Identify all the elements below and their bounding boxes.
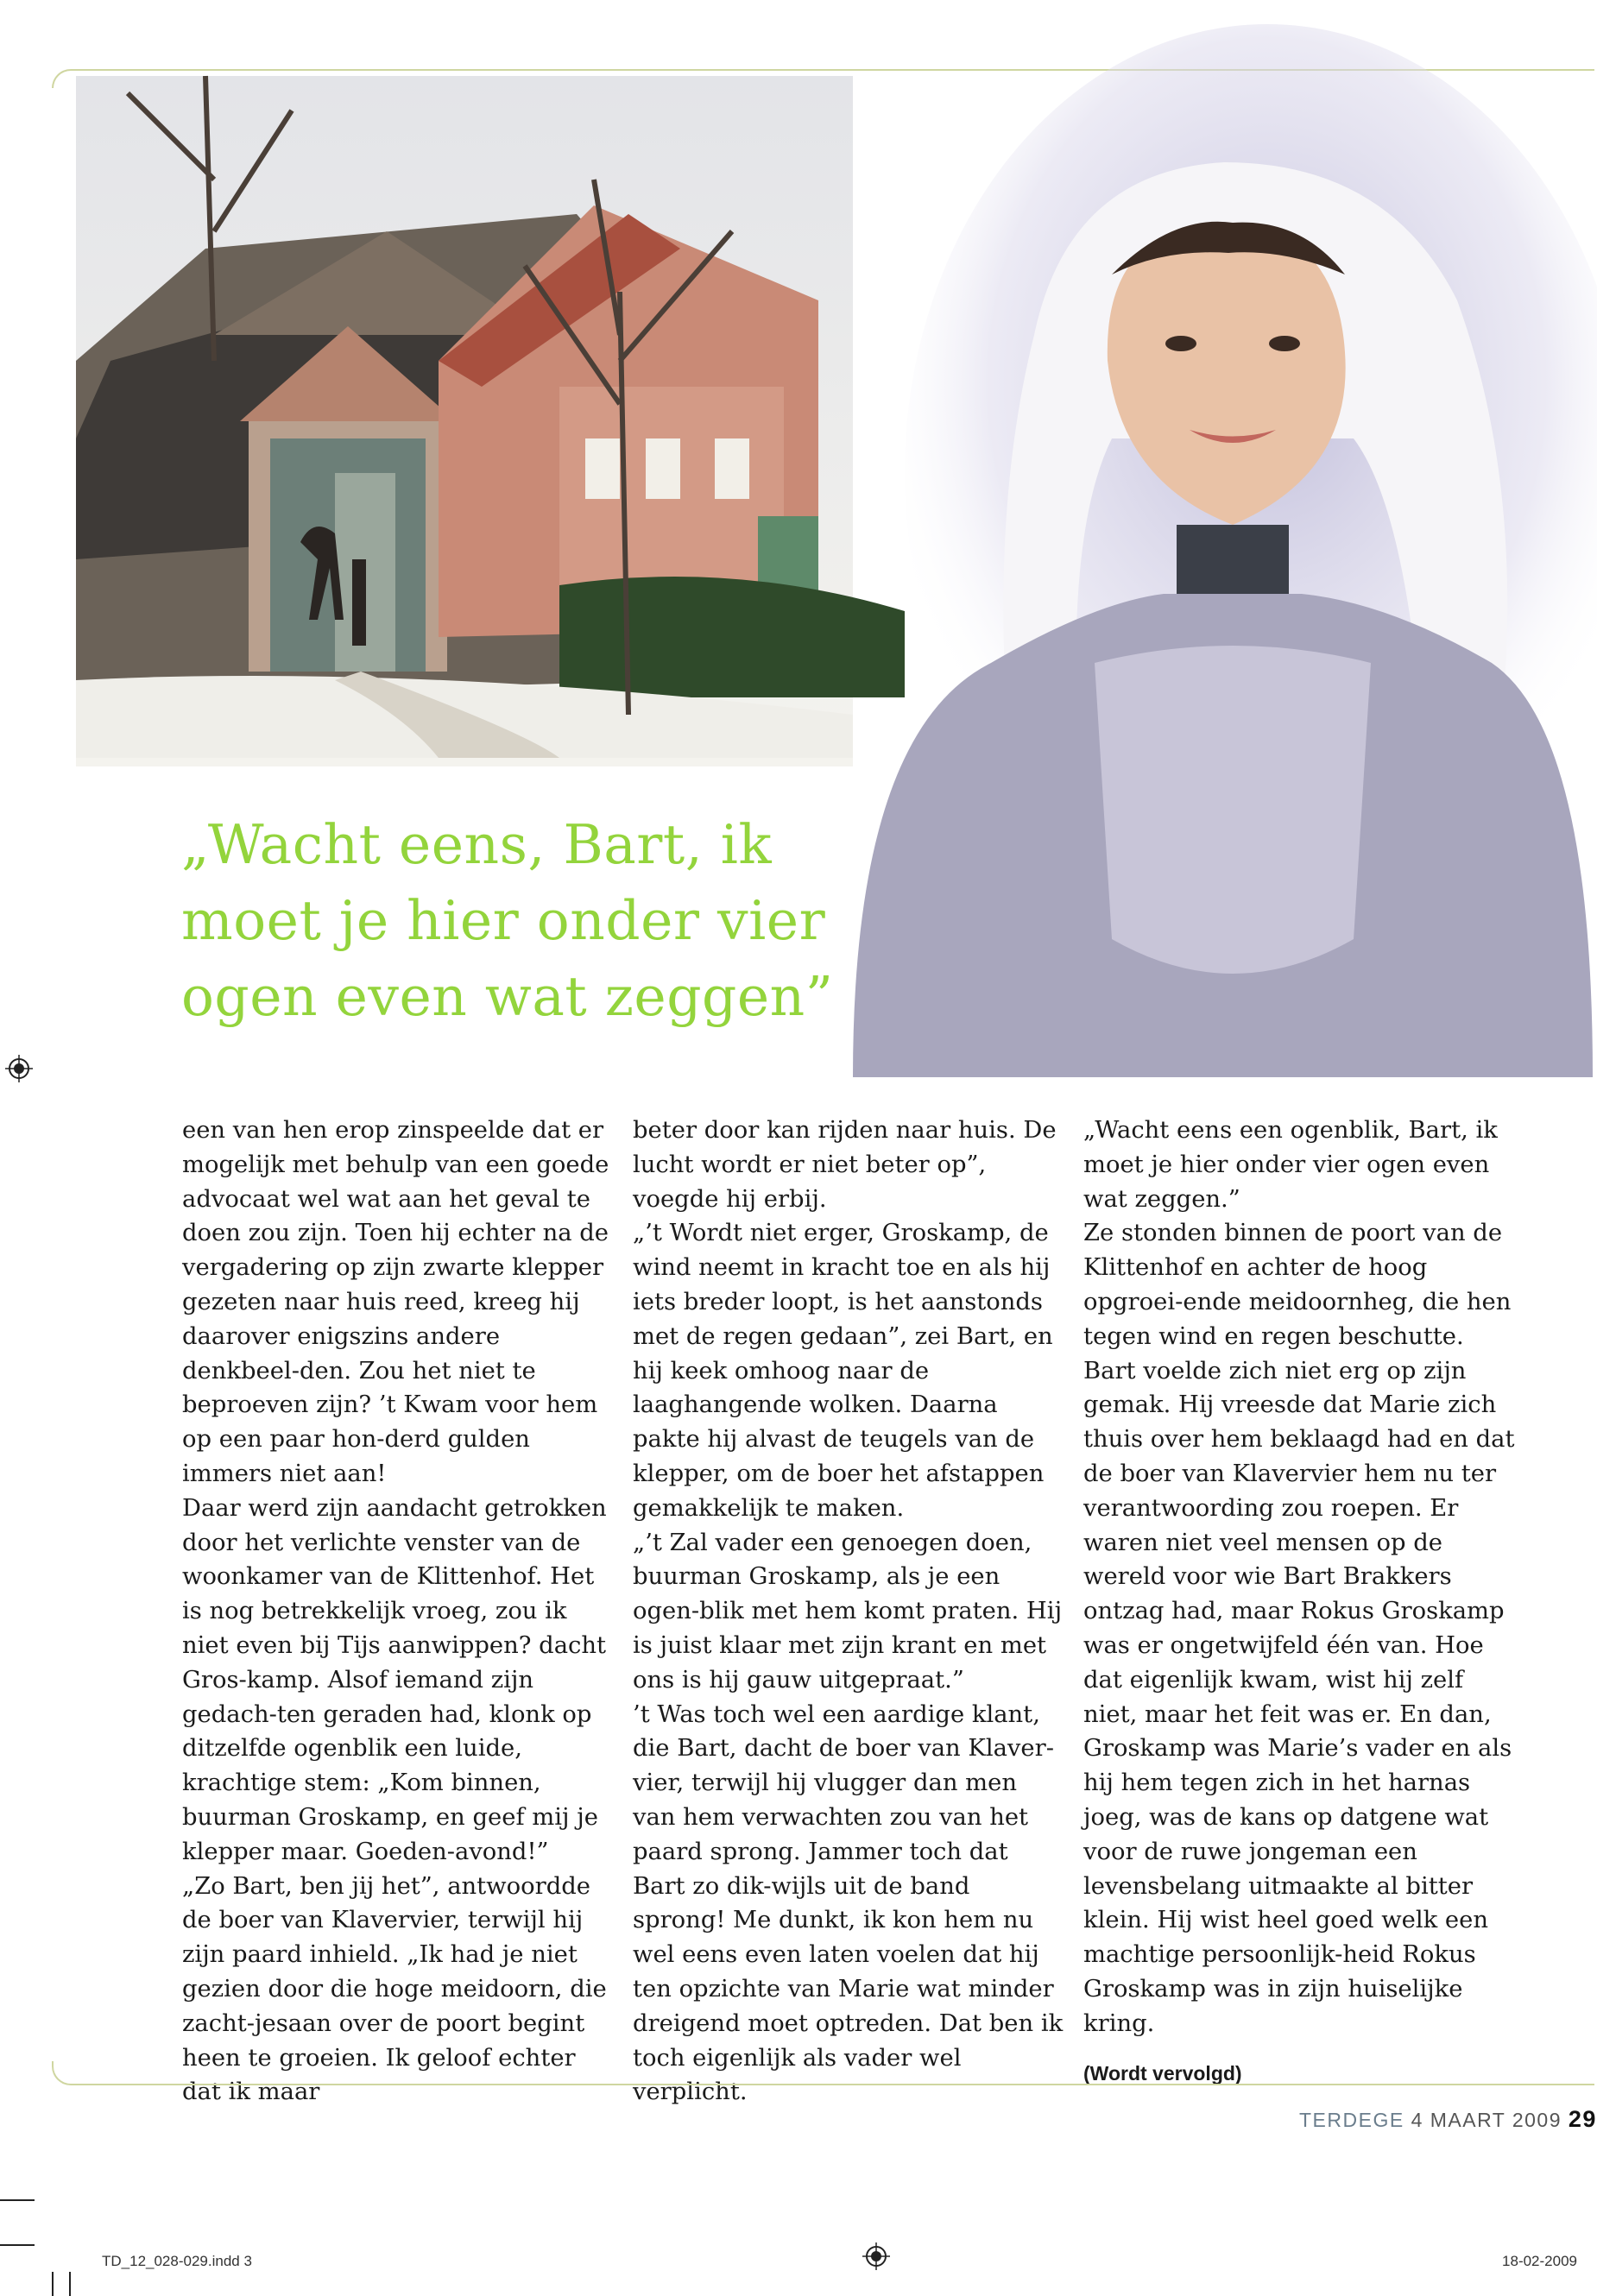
crop-mark xyxy=(69,2272,71,2296)
page-frame-bottom xyxy=(52,2061,1594,2085)
paragraph: Bart voelde zich niet erg op zijn gemak. Hij vreesde dat Marie zich thuis over hem beklaagd had en dat de boer van Klavervier hem nu ter verantwoording zou roepen. Er waren niet veel mensen op de wereld voor wie Bart Brakkers ontzag had, maar Rokus Groskamp was er ongetwijfeld één van. Hoe dat eigenlijk kwam, wist hij zelf niet, maar het feit was er. En dan, Groskamp was Marie’s vader en als hij hem tegen zich in het harnas joeg, was de kans op datgene wat voor de ruwe jongeman een levensbelang uitmaakte al bitter klein. Hij wist heel goed welk een machtige persoonlijk-heid Rokus Groskamp was in zijn huiselijke kring. xyxy=(1083,1357,1515,2037)
registration-mark-icon xyxy=(862,2242,890,2270)
registration-mark-icon xyxy=(5,1055,33,1082)
paragraph: Daar werd zijn aandacht getrokken door het verlichte venster van de woonkamer van de Klittenhof. Het is nog betrekkelijk vroeg, zou ik niet even bij Tijs aanwippen? dacht Gros-kamp. Alsof iemand zijn gedach-ten geraden had, klonk op ditzelfde ogenblik een luide, krachtige stem: „Kom binnen, buurman Groskamp, en geef mij je klepper maar. Goeden-avond!” xyxy=(182,1494,607,1865)
article-column-3 xyxy=(1083,1113,1515,2091)
portrait-woman xyxy=(853,24,1597,1077)
article-column-2 xyxy=(633,1113,1064,2110)
article-column-1 xyxy=(182,1113,614,2110)
paragraph: beter door kan rijden naar huis. De lucht wordt er niet beter op”, voegde hij erbij. xyxy=(633,1117,1057,1213)
paragraph: ’t Was toch wel een aardige klant, die Bart, dacht de boer van Klaver-vier, terwijl hij vlugger dan men van hem verwachten zou van het paard sprong. Jammer toch dat Bart zo dik-wijls uit de band sprong! Me dunkt, ik kon hem nu wel eens even laten voelen dat hij ten opzichte van Marie wat minder dreigend moet optreden. Dat ben ik toch eigenlijk als vader wel verplicht. xyxy=(633,1700,1064,2106)
crop-mark xyxy=(0,2199,35,2201)
paragraph: „Zo Bart, ben jij het”, antwoordde de boer van Klavervier, terwijl hij zijn paard inhield. „Ik had je niet gezien door die hoge meidoorn, die zacht-jesaan over de poort begint heen te groeien. Ik geloof echter dat ik maar xyxy=(182,1872,607,2106)
paragraph: een van hen erop zinspeelde dat er mogelijk met behulp van een goede advocaat wel wat aan het geval te doen zou zijn. Toen hij echter na de vergadering op zijn zwarte klepper gezeten naar huis reed, kreeg hij daarover enigszins andere denkbeel-den. Zou het niet te beproeven zijn? ’t Kwam voor hem op een paar hon-derd gulden immers niet aan! xyxy=(182,1117,609,1487)
continued-note: (Wordt vervolgd) xyxy=(1083,2061,1242,2085)
crop-mark xyxy=(0,2244,35,2246)
issue-date: 4 MAART 2009 xyxy=(1411,2109,1562,2131)
pull-quote-headline: „Wacht eens, Bart, ik moet je hier onder vier ogen even wat zeggen” xyxy=(181,813,834,1028)
page-number: 29 xyxy=(1568,2106,1597,2132)
slug-date: 18-02-2009 xyxy=(1502,2253,1577,2269)
publication-name: TERDEGE xyxy=(1299,2109,1404,2131)
slug-filename: TD_12_028-029.indd 3 xyxy=(102,2253,252,2269)
paragraph: „Wacht eens een ogenblik, Bart, ik moet je hier onder vier ogen even wat zeggen.” xyxy=(1083,1117,1498,1213)
paragraph: „’t Wordt niet erger, Groskamp, de wind neemt in kracht toe en als hij iets breder loopt, is het aanstonds met de regen gedaan”, zei Bart, en hij keek omhoog naar de laaghangende wolken. Daarna pakte hij alvast de teugels van de klepper, om de boer het afstappen gemakkelijk te maken. xyxy=(633,1220,1053,1522)
farm-scene xyxy=(76,76,905,766)
paragraph: „’t Zal vader een genoegen doen, buurman Groskamp, als je een ogen-blik met hem komt praten. Hij is juist klaar met zijn krant en met ons is hij gauw uitgepraat.” xyxy=(633,1529,1063,1694)
crop-mark xyxy=(52,2272,54,2296)
page-footer xyxy=(1299,2106,1597,2133)
paragraph: Ze stonden binnen de poort van de Klittenhof en achter de hoog opgroei-ende meidoornheg, die hen tegen wind en regen beschutte. xyxy=(1083,1220,1512,1350)
